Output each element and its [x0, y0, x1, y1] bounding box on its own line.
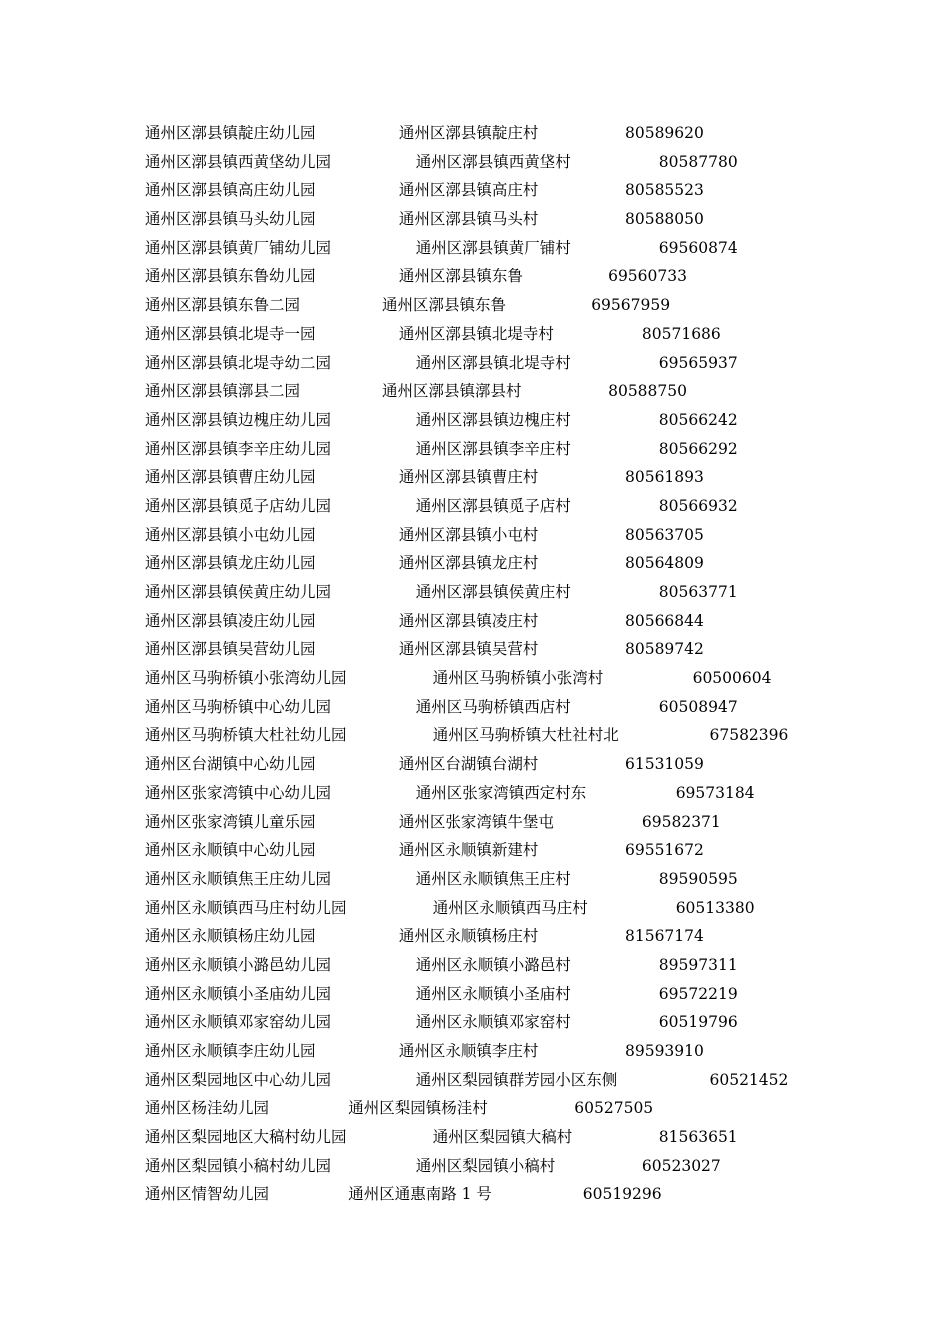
- kindergarten-name: 通州区漷县镇靛庄幼儿园: [145, 124, 316, 142]
- kindergarten-address: 通州区张家湾镇牛堡屯: [398, 812, 554, 831]
- list-item: [145, 1094, 905, 1123]
- kindergarten-address: 通州区台湖镇台湖村: [398, 755, 539, 774]
- list-item: [145, 1152, 905, 1181]
- kindergarten-name: 通州区漷县镇李辛庄幼儿园: [145, 439, 332, 458]
- kindergarten-address: 通州区永顺镇焦王庄村: [415, 869, 571, 888]
- list-item: [145, 980, 905, 1009]
- list-item: [145, 262, 905, 291]
- kindergarten-address: 通州区梨园镇小稿村: [415, 1156, 556, 1175]
- kindergarten-name: 通州区漷县镇侯黄庄幼儿园: [145, 583, 332, 601]
- kindergarten-name: 通州区漷县镇北堤寺一园: [145, 324, 316, 343]
- kindergarten-name: 通州区梨园镇小稿村幼儿园: [145, 1156, 332, 1175]
- kindergarten-name: 通州区永顺镇西马庄村幼儿园: [145, 898, 347, 917]
- kindergarten-address: 通州区永顺镇小圣庙村: [415, 984, 571, 1003]
- kindergarten-address: 通州区永顺镇李庄村: [398, 1042, 539, 1060]
- list-item: [145, 750, 905, 779]
- kindergarten-address: 通州区漷县镇靛庄村: [398, 124, 539, 142]
- list-item: [145, 635, 905, 664]
- list-item: [145, 148, 905, 177]
- kindergarten-name: 通州区漷县镇边槐庄幼儿园: [145, 410, 332, 429]
- kindergarten-phone: 69551672: [624, 841, 704, 860]
- kindergarten-name: 通州区漷县镇马头幼儿园: [145, 210, 316, 229]
- kindergarten-name: 通州区漷县镇黄厂铺幼儿园: [145, 238, 332, 257]
- kindergarten-name: 通州区永顺镇中心幼儿园: [145, 841, 316, 860]
- kindergarten-name: 通州区漷县镇龙庄幼儿园: [145, 554, 316, 573]
- kindergarten-name: 通州区梨园地区大稿村幼儿园: [145, 1128, 347, 1147]
- kindergarten-address: 通州区梨园镇杨洼村: [348, 1099, 488, 1118]
- kindergarten-address: 通州区漷县镇东鲁: [382, 296, 507, 315]
- kindergarten-name: 通州区永顺镇焦王庄幼儿园: [145, 869, 332, 888]
- kindergarten-phone: 80588750: [608, 382, 687, 401]
- kindergarten-phone: 89597311: [658, 955, 738, 974]
- list-item: [145, 320, 905, 349]
- kindergarten-address: 通州区永顺镇邓家窑村: [415, 1013, 571, 1032]
- list-item: [145, 607, 905, 636]
- kindergarten-name: 通州区漷县镇漷县二园: [145, 382, 301, 401]
- list-item: [145, 349, 905, 378]
- kindergarten-address: 通州区永顺镇西马庄村: [432, 898, 588, 917]
- kindergarten-address: 通州区漷县镇马头村: [398, 210, 539, 229]
- list-item: [145, 808, 905, 837]
- list-item: [145, 836, 905, 865]
- kindergarten-address: 通州区马驹桥镇西店村: [415, 697, 571, 716]
- kindergarten-address: 通州区漷县镇龙庄村: [398, 554, 539, 573]
- kindergarten-address: 通州区漷县镇小屯村: [398, 525, 539, 544]
- kindergarten-address: 通州区漷县镇东鲁: [398, 267, 523, 286]
- kindergarten-phone: 60519296: [582, 1185, 662, 1204]
- kindergarten-phone: 80561893: [624, 468, 704, 487]
- list-item: [145, 664, 905, 693]
- list-item: [145, 1123, 905, 1152]
- kindergarten-phone: 80571686: [641, 324, 721, 343]
- kindergarten-name: 通州区漷县镇曹庄幼儿园: [145, 468, 316, 487]
- kindergarten-name: 通州区永顺镇邓家窑幼儿园: [145, 1013, 332, 1032]
- kindergarten-address: 通州区漷县镇边槐庄村: [415, 410, 571, 429]
- list-item: [145, 377, 905, 406]
- kindergarten-phone: 69565937: [658, 353, 738, 372]
- kindergarten-phone: 80563771: [658, 583, 738, 601]
- kindergarten-address: 通州区漷县镇曹庄村: [398, 468, 539, 487]
- kindergarten-name: 通州区马驹桥镇小张湾幼儿园: [145, 669, 347, 688]
- list-item: [145, 234, 905, 263]
- kindergarten-address: 通州区漷县镇高庄村: [398, 181, 539, 200]
- kindergarten-phone: 60513380: [675, 898, 755, 917]
- list-item: [145, 894, 905, 923]
- list-item: [145, 549, 905, 578]
- kindergarten-phone: 69560733: [608, 267, 687, 286]
- kindergarten-address: 通州区梨园镇大稿村: [432, 1128, 573, 1147]
- kindergarten-phone: 80589742: [624, 640, 704, 659]
- kindergarten-address: 通州区永顺镇杨庄村: [398, 927, 539, 946]
- kindergarten-name: 通州区漷县镇西黄垡幼儿园: [145, 152, 332, 171]
- kindergarten-address: 通州区通惠南路 1 号: [348, 1185, 492, 1204]
- list-item: [145, 721, 905, 750]
- kindergarten-name: 通州区永顺镇李庄幼儿园: [145, 1042, 316, 1060]
- kindergarten-name: 通州区梨园地区中心幼儿园: [145, 1070, 332, 1089]
- kindergarten-name: 通州区马驹桥镇中心幼儿园: [145, 697, 332, 716]
- kindergarten-phone: 60527505: [574, 1099, 654, 1118]
- kindergarten-phone: 69560874: [658, 238, 738, 257]
- list-item: [145, 492, 905, 521]
- list-item: [145, 693, 905, 722]
- list-item: [145, 922, 905, 951]
- kindergarten-phone: 60519796: [658, 1013, 738, 1032]
- list-item: [145, 119, 905, 148]
- kindergarten-address: 通州区漷县镇漷县村: [382, 382, 522, 401]
- kindergarten-phone: 80566242: [658, 410, 738, 429]
- list-item: [145, 463, 905, 492]
- kindergarten-name: 通州区杨洼幼儿园: [145, 1099, 270, 1118]
- kindergarten-address: 通州区马驹桥镇小张湾村: [432, 669, 604, 688]
- kindergarten-name: 通州区漷县镇吴营幼儿园: [145, 640, 316, 659]
- kindergarten-phone: 69572219: [658, 984, 738, 1003]
- kindergarten-address: 通州区漷县镇觅子店村: [415, 496, 571, 515]
- kindergarten-name: 通州区漷县镇东鲁二园: [145, 296, 301, 315]
- list-item: [145, 865, 905, 894]
- kindergarten-name: 通州区张家湾镇中心幼儿园: [145, 783, 332, 802]
- kindergarten-address: 通州区永顺镇新建村: [398, 841, 539, 860]
- kindergarten-phone: 69567959: [591, 296, 671, 315]
- kindergarten-list: [145, 119, 905, 1209]
- list-item: [145, 406, 905, 435]
- kindergarten-phone: 81563651: [658, 1128, 738, 1147]
- kindergarten-address: 通州区漷县镇西黄垡村: [415, 152, 571, 171]
- kindergarten-address: 通州区漷县镇北堤寺村: [415, 353, 571, 372]
- list-item: [145, 1180, 905, 1209]
- kindergarten-phone: 60508947: [658, 697, 738, 716]
- kindergarten-name: 通州区张家湾镇儿童乐园: [145, 812, 316, 831]
- kindergarten-name: 通州区马驹桥镇大杜社幼儿园: [145, 726, 347, 745]
- kindergarten-phone: 60521452: [709, 1070, 789, 1089]
- kindergarten-phone: 61531059: [624, 755, 704, 774]
- kindergarten-name: 通州区漷县镇高庄幼儿园: [145, 181, 316, 200]
- kindergarten-name: 通州区永顺镇小圣庙幼儿园: [145, 984, 332, 1003]
- kindergarten-name: 通州区漷县镇东鲁幼儿园: [145, 267, 316, 286]
- kindergarten-phone: 89590595: [658, 869, 738, 888]
- kindergarten-phone: 80566932: [658, 496, 738, 515]
- kindergarten-address: 通州区马驹桥镇大杜社村北: [432, 726, 619, 745]
- kindergarten-phone: 80589620: [624, 124, 704, 142]
- kindergarten-phone: 80585523: [624, 181, 704, 200]
- list-item: [145, 291, 905, 320]
- list-item: [145, 578, 905, 607]
- kindergarten-name: 通州区永顺镇杨庄幼儿园: [145, 927, 316, 946]
- list-item: [145, 951, 905, 980]
- kindergarten-address: 通州区永顺镇小潞邑村: [415, 955, 571, 974]
- kindergarten-phone: 80588050: [624, 210, 704, 229]
- kindergarten-phone: 89593910: [624, 1042, 704, 1060]
- kindergarten-address: 通州区张家湾镇西定村东: [415, 783, 587, 802]
- kindergarten-phone: 81567174: [624, 927, 704, 946]
- list-item: [145, 205, 905, 234]
- list-item: [145, 176, 905, 205]
- kindergarten-phone: 80563705: [624, 525, 704, 544]
- kindergarten-phone: 80564809: [624, 554, 704, 573]
- kindergarten-address: 通州区梨园镇群芳园小区东侧: [415, 1070, 618, 1089]
- kindergarten-phone: 69573184: [675, 783, 755, 802]
- kindergarten-address: 通州区漷县镇侯黄庄村: [415, 583, 571, 601]
- kindergarten-address: 通州区漷县镇北堤寺村: [398, 324, 554, 343]
- kindergarten-address: 通州区漷县镇吴营村: [398, 640, 539, 659]
- kindergarten-phone: 60523027: [641, 1156, 721, 1175]
- kindergarten-name: 通州区漷县镇小屯幼儿园: [145, 525, 316, 544]
- kindergarten-name: 通州区漷县镇北堤寺幼二园: [145, 353, 332, 372]
- kindergarten-name: 通州区漷县镇觅子店幼儿园: [145, 496, 332, 515]
- kindergarten-phone: 67582396: [709, 726, 789, 745]
- kindergarten-name: 通州区漷县镇凌庄幼儿园: [145, 611, 316, 630]
- kindergarten-phone: 80587780: [658, 152, 738, 171]
- kindergarten-address: 通州区漷县镇黄厂铺村: [415, 238, 571, 257]
- kindergarten-address: 通州区漷县镇凌庄村: [398, 611, 539, 630]
- kindergarten-phone: 80566844: [624, 611, 704, 630]
- list-item: [145, 779, 905, 808]
- list-item: [145, 1037, 905, 1066]
- list-item: [145, 435, 905, 464]
- kindergarten-name: 通州区台湖镇中心幼儿园: [145, 755, 316, 774]
- list-item: [145, 1066, 905, 1095]
- kindergarten-name: 通州区永顺镇小潞邑幼儿园: [145, 955, 332, 974]
- list-item: [145, 1008, 905, 1037]
- kindergarten-phone: 80566292: [658, 439, 738, 458]
- kindergarten-name: 通州区情智幼儿园: [145, 1185, 270, 1204]
- kindergarten-address: 通州区漷县镇李辛庄村: [415, 439, 571, 458]
- kindergarten-phone: 69582371: [641, 812, 721, 831]
- kindergarten-phone: 60500604: [692, 669, 772, 688]
- list-item: [145, 521, 905, 550]
